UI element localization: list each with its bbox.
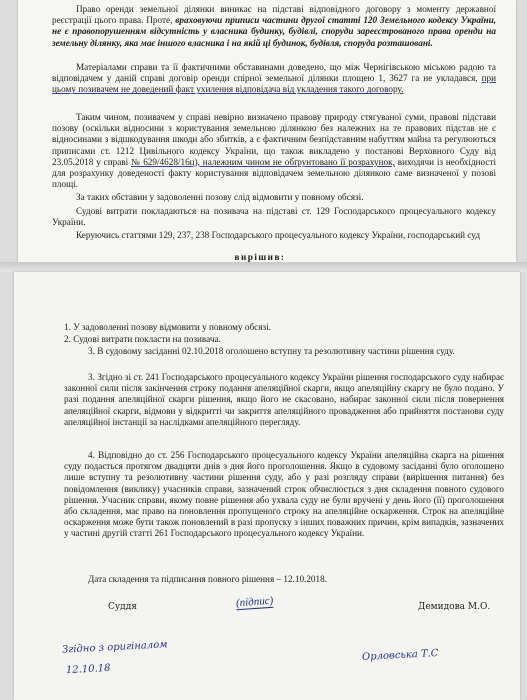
text-nature-underlined: № 629/4628/16ц), належним чином не обґрунтовано її розрахунок, — [131, 156, 395, 167]
text-lease-start: Право оренди земельної ділянки виникає на підставі відповідного договору з моменту державної реєстрації цього права. Проте, — [52, 4, 496, 26]
paragraph-legal-nature — [52, 112, 496, 190]
judge-label: Суддя — [108, 602, 137, 612]
date-line: Дата складення та підписання повного рішення – 12.10.2018. — [88, 574, 328, 584]
paragraph-costs: Судові витрати покладаються на позивача на підставі ст. 129 Господарського процесуального кодексу України. — [52, 206, 496, 228]
text-materials-start: Матеріалами справи та її фактичними обставинами доведено, що між Чернігівською міською радою та відповідачем у даній справі договір оренди спірної земельної ділянки площею 1, 3627 га не укладався, — [52, 62, 496, 84]
paragraph-case-materials — [52, 62, 496, 96]
handwritten-certification: Згідно з оригіналом — [61, 639, 168, 656]
page-gap — [0, 262, 527, 272]
handwritten-date: 12.10.18 — [65, 662, 111, 677]
ruling-item-force: 3. Згідно зі ст. 241 Господарського процесуального кодексу України рішення господарського суду набирає законної сили після закінчення строку подання апеляційної скарги, якщо апеляційну скаргу не було подано. У разі подання апеляційної скарги рішення, якщо його не скасовано, набирає законної сили після повернення апеляційної скарги, відмови у відкритті чи закриття апеляційного провадження або прийняття постанови суду апеляційної інстанції за наслідками апеляційного перегляду. — [64, 372, 504, 427]
ruling-item-appeal: 4. Відповідно до ст. 256 Господарського процесуального кодексу України апеляційна скарга на рішення суду подається протягом двадцяти днів з дня його проголошення. Якщо в судовому засіданні було оголошено лише вступну та резолютивну частини рішення суду, або у разі розгляду справи (вирішення питання) без повідомлення (виклику) учасників справи, зазначений строк обчислюється з дня складення повного судового рішення. Учасник справи, якому повне рішення або ухвала суду не були вручені у день його (її) проголошення або складення, має право на поновлення пропущеного строку на апеляційне оскарження. Строк на апеляційне оскарження може бути також поновлений в разі пропуску з інших поважних причин, крім випадків, зазначених у частині другій статті 261 Господарського процесуального кодексу України. — [64, 450, 504, 539]
ruling-item-3: 3. В судовому засіданні 02.10.2018 оголошено вступну та резолютивну частини рішення суду. — [88, 346, 455, 356]
text-lease-bold: враховуючи приписи частини другої статті 120 Земельного кодексу України, не є правопорушенням відсутність у власника будинку, будівлі, споруди зареєстрованого права оренди на земельну ділянку, яка має іншого власника і на якій ці будинок, будівля, споруда розташовані. — [52, 15, 496, 48]
ruling-item-2: 2. Судові витрати покласти на позивача. — [64, 334, 221, 344]
ruling-item-1: 1. У задоволенні позову відмовити у повному обсязі. — [64, 322, 271, 332]
judge-signature: (підпис) — [235, 594, 274, 610]
decided-heading: вирішив: — [234, 252, 286, 262]
text-nature-start: Таким чином, позивачем у справі невірно визначено правову природу стягуваної суми, правові підстави позову (оскільки відносини з користування земельною ділянкою без належних на те правових підстав не є відносинами з відшкодування шкоди або збитків, а є фактичним безпідставним набуттям майна та регулюються приписами ст. 1212 Цивільного кодексу України, що також викладено у постанові Верховного Суду від 23.05.2018 у справі — [52, 112, 496, 167]
handwritten-clerk: Орловська Т.С — [361, 648, 439, 663]
text-nature-end: виходячи із необхідності для розрахунку доведеності факту користування відповідачем земельною ділянкою саме визначеної у позові площі. — [52, 156, 497, 190]
text-materials-underlined: при цьому позивачем не доведений факт ухилення відповідача від укладення такого договору. — [52, 73, 496, 95]
paragraph-dismiss: За таких обставин у задоволенні позову слід відмовити у повному обсязі. — [76, 192, 364, 202]
paragraph-lease-right — [52, 4, 496, 49]
judge-name: Демидова М.О. — [418, 602, 491, 612]
paragraph-guided-by: Керуючись статтями 129, 237, 238 Господарського процесуального кодексу України, господарський суд — [76, 230, 480, 240]
